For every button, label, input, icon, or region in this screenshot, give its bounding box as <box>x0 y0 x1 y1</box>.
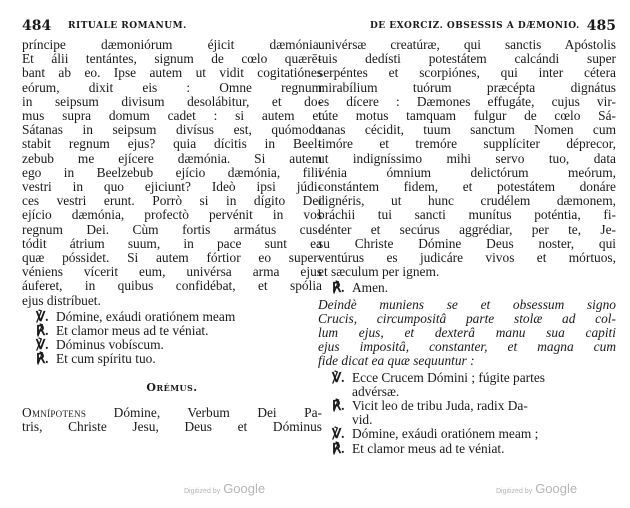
google-watermark-left <box>184 481 265 496</box>
text-line: Deindè muniens se et obsessum signo <box>318 297 616 312</box>
text-line: univérsæ creatúræ, qui sanctis Apóstolis <box>318 38 616 52</box>
oremus-heading: Orémus. <box>146 380 198 394</box>
watermark-brand: Google <box>535 481 578 496</box>
right-page-number: 485 <box>586 18 616 34</box>
text-line: ejus distríbuet. <box>22 293 101 308</box>
text-line: es dícere : Dæmones effugáte, cujus vir- <box>318 94 616 109</box>
left-page <box>22 14 322 504</box>
text-line: dénter et secúrus aggrédiar, per te, Je- <box>318 222 616 237</box>
prayer-line <box>22 420 322 434</box>
text-line: véniens vícerit eum, univérsa arma ejus <box>22 265 322 280</box>
right-page <box>318 14 616 504</box>
text-line: bráchii tui sancti munítus poténtia, fi- <box>318 208 616 223</box>
left-page-number: 484 <box>22 18 52 34</box>
versicle-symbol: ℣. <box>36 337 49 353</box>
prayer-text: Dómine, Verbum Dei Pa- <box>86 405 322 420</box>
right-running-title: DE EXORCIZ. OBSESSIS A DÆMONIO. <box>370 21 580 31</box>
versicle-line <box>22 324 322 338</box>
rubric <box>318 298 616 369</box>
text-line: stabit regnum ejus? quia dícitis in Beel- <box>22 137 322 152</box>
text-line: quæ póssidet. Si autem fórtior eo super- <box>22 251 322 266</box>
text-line: timóre et tremóre supplíciter déprecor, <box>318 137 616 152</box>
text-line: ejício dæmónia, profectò pervénit in vos <box>22 208 322 223</box>
versicle-text: Dóminus vobíscum. <box>56 337 164 353</box>
text-line: túte motus tamquam fulgur de cœlo Sá- <box>318 109 616 124</box>
prayer-text: tris, Christe Jesu, Deus et Dóminus <box>22 419 322 434</box>
text-line: zebub me ejícere dæmónia. Si autem <box>22 151 322 166</box>
versicle-symbol: ℣. <box>332 426 345 442</box>
text-line: Et álii tentántes, signum de cœlo quærē- <box>22 52 322 67</box>
text-line: eórum, dixit eis : Omne regnum <box>22 80 322 95</box>
text-line: ejus impositâ, constanter, et magna cum <box>318 340 616 355</box>
versicle-symbol: ℟. <box>36 351 49 367</box>
versicle-line <box>318 413 616 427</box>
versicle-line <box>318 385 616 399</box>
versicle-symbol: ℣. <box>332 369 345 385</box>
right-versicles <box>318 371 616 456</box>
amen-response <box>318 281 616 295</box>
versicle-text: Et clamor meus ad te véniat. <box>352 440 505 456</box>
text-line: vénia ómnium delictórum meórum, <box>318 165 616 180</box>
left-running-title: RITUALE ROMANUM. <box>68 21 187 31</box>
versicle-line <box>22 310 322 324</box>
versicle-text: Et clamor meus ad te véniat. <box>56 323 209 339</box>
versicle-line <box>318 427 616 441</box>
left-body-text <box>22 38 322 308</box>
response-symbol: ℟. <box>332 280 345 296</box>
versicle-symbol: ℟. <box>332 440 345 456</box>
text-line: in seipsum divisum desolábitur, et do- <box>22 94 322 109</box>
text-line: fide dicat ea quæ sequuntur : <box>318 354 475 369</box>
versicle-text: advérsæ. <box>352 383 400 399</box>
versicle-line <box>318 371 616 385</box>
versicle-line <box>318 442 616 456</box>
text-line: ut indigníssimo mihi servo tuo, data <box>318 151 616 166</box>
text-line: regnum Dei. Cùm fortis armátus cus- <box>22 222 322 237</box>
text-line: Sátanas in seipsum divísus est, quómodo <box>22 123 322 138</box>
text-line: mirabílium tuórum præcépta dignátus <box>318 80 616 95</box>
versicle-text: Dómine, exáudi oratiónem meam <box>56 308 236 324</box>
text-line: ego in Beelzebub ejício dæmónia, filii <box>22 165 322 180</box>
versicle-symbol: ℣. <box>36 308 49 324</box>
text-line: constántem fidem, et potestátem donáre <box>318 180 616 195</box>
watermark-small-text: Digitized by <box>184 488 221 495</box>
watermark-small-text: Digitized by <box>496 488 533 495</box>
text-line: Crucis, circumpositâ parte stolæ ad col- <box>318 311 616 326</box>
text-line: serpéntes et scorpiónes, qui inter cétera <box>318 66 616 81</box>
right-page-header <box>318 14 616 36</box>
text-line: vestri in quo ejiciunt? Ideò ipsi júdi- <box>22 180 322 195</box>
versicle-line <box>318 399 616 413</box>
text-line: dignéris, ut hunc crudélem dæmonem, <box>318 194 616 209</box>
versicle-line <box>22 338 322 352</box>
versicle-text: vid. <box>352 412 373 428</box>
google-watermark-right <box>496 481 577 496</box>
versicle-symbol: ℟. <box>332 398 345 414</box>
left-prayer <box>22 406 322 434</box>
text-line: tuis dedísti potestátem calcándi super <box>318 52 616 67</box>
versicle-text: Ecce Crucem Dómini ; fúgite partes <box>352 369 545 385</box>
prayer-line <box>22 406 322 420</box>
prayer-lead-word: Omnípotens <box>22 405 87 420</box>
versicle-text: Et cum spíritu tuo. <box>56 351 156 367</box>
text-line: bant ab eo. Ipse autem ut vidit cogitatiónes <box>22 66 322 81</box>
text-line: ventúrus es judicáre vivos et mórtuos, <box>318 251 616 266</box>
text-line: príncipe dæmoniórum éjicit dæmónia. <box>22 38 322 52</box>
left-page-header <box>22 14 322 36</box>
text-line: et sæculum per ignem. <box>318 265 440 280</box>
versicle-text: Dómine, exáudi oratiónem meam ; <box>352 426 539 442</box>
text-line: mus supra domum cadet : si autem et <box>22 109 322 124</box>
right-body-text <box>318 38 616 279</box>
text-line: lum ejus, et dexterâ manu sua capiti <box>318 326 616 341</box>
text-line: tódit átrium suum, in pace sunt ea <box>22 236 322 251</box>
left-versicles <box>22 310 322 367</box>
text-line: tanas cécidit, tuum sanctum Nomen cum <box>318 123 616 138</box>
versicle-line <box>22 352 322 366</box>
text-line: su Christe Dómine Deus noster, qui <box>318 236 616 251</box>
text-line: áuferet, in quibus confidébat, et spólia <box>22 279 322 294</box>
watermark-brand: Google <box>223 481 266 496</box>
versicle-text: Vicit leo de tribu Juda, radix Da- <box>352 398 528 414</box>
versicle-symbol: ℟. <box>36 323 49 339</box>
amen-text: Amen. <box>352 280 389 296</box>
text-line: ces vestri erunt. Porrò si in dígito Dei <box>22 194 322 209</box>
